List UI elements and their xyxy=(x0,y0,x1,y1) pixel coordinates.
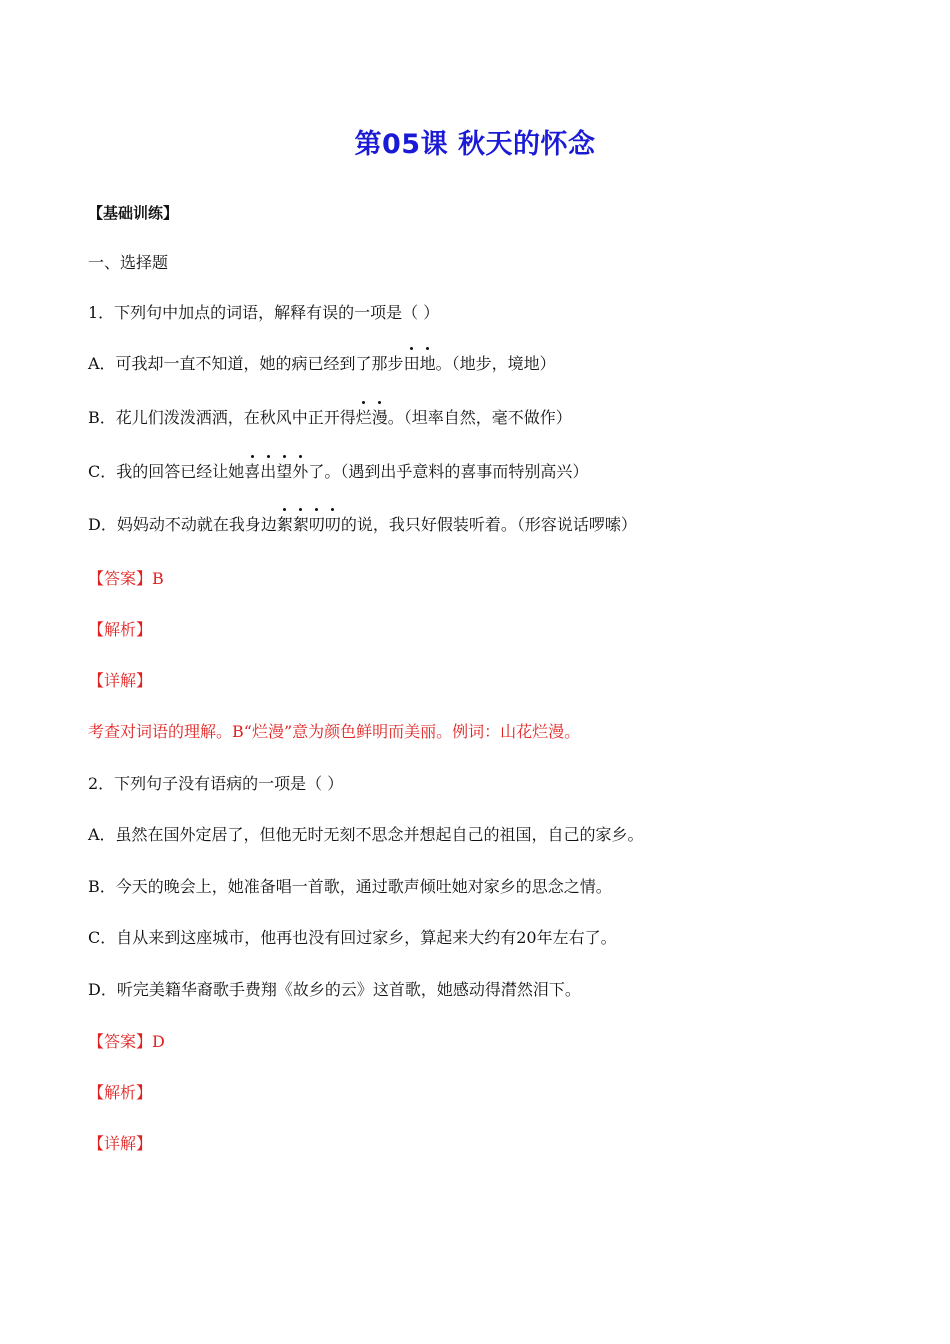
section-type: 一、选择题 xyxy=(88,253,169,272)
section-header: 【基础训练】 xyxy=(88,204,179,222)
q1-c-dotted xyxy=(244,462,308,481)
emphasis-dot-char: 田 xyxy=(403,354,420,373)
q1-d-post: 的说，我只好假装听着。（形容说话啰嗦） xyxy=(340,515,637,534)
emphasis-dot-char: 地 xyxy=(419,354,436,373)
q1-b-pre: B．花儿们泼泼洒洒，在秋风中正开得 xyxy=(88,408,356,427)
emphasis-dot-char: 絮 xyxy=(292,515,309,534)
q2-detail-label: 【详解】 xyxy=(88,1134,153,1153)
q1-d-pre: D．妈妈动不动就在我身边 xyxy=(88,515,277,534)
q1-d-dotted xyxy=(277,515,341,534)
q1-option-b xyxy=(88,408,572,428)
q1-a-post: 。（地步，境地） xyxy=(435,354,556,373)
q1-a-pre: A．可我却一直不知道，她的病已经到了那步 xyxy=(88,354,404,373)
emphasis-dot-char: 叨 xyxy=(324,515,341,534)
q1-a-dotted xyxy=(404,354,436,373)
q1-c-pre: C．我的回答已经让她 xyxy=(88,462,245,481)
q1-option-c xyxy=(88,462,588,482)
q2-option-b: B．今天的晚会上，她准备唱一首歌，通过歌声倾吐她对家乡的思念之情。 xyxy=(88,877,612,896)
emphasis-dot-char: 出 xyxy=(260,462,277,481)
q1-b-post: 。（坦率自然，毫不做作） xyxy=(387,408,572,427)
q2-analysis-label: 【解析】 xyxy=(88,1083,153,1102)
emphasis-dot-char: 叨 xyxy=(308,515,325,534)
q2-option-c: C．自从来到这座城市，他再也没有回过家乡，算起来大约有20年左右了。 xyxy=(88,928,617,947)
q2-answer: 【答案】D xyxy=(88,1032,165,1051)
q1-answer: 【答案】B xyxy=(88,569,164,588)
emphasis-dot-char: 喜 xyxy=(244,462,261,481)
emphasis-dot-char: 漫 xyxy=(371,408,388,427)
emphasis-dot-char: 外 xyxy=(292,462,309,481)
q1-stem: 1．下列句中加点的词语，解释有误的一项是（ ） xyxy=(88,303,440,322)
q2-option-a: A．虽然在国外定居了，但他无时无刻不思念并想起自己的祖国，自己的家乡。 xyxy=(88,825,644,844)
q1-c-post: 了。（遇到出乎意料的喜事而特别高兴） xyxy=(308,462,589,481)
q1-option-d xyxy=(88,515,637,535)
q2-stem: 2．下列句子没有语病的一项是（ ） xyxy=(88,774,344,793)
q1-analysis-label: 【解析】 xyxy=(88,620,153,639)
page-title: 第05课 秋天的怀念 xyxy=(354,129,596,160)
emphasis-dot-char: 絮 xyxy=(276,515,293,534)
emphasis-dot-char: 烂 xyxy=(355,408,372,427)
q1-explanation: 考查对词语的理解。B“烂漫”意为颜色鲜明而美丽。例词：山花烂漫。 xyxy=(88,722,581,741)
q1-option-a xyxy=(88,354,556,374)
q1-detail-label: 【详解】 xyxy=(88,671,153,690)
emphasis-dot-char: 望 xyxy=(276,462,293,481)
q1-b-dotted xyxy=(356,408,388,427)
q2-option-d: D．听完美籍华裔歌手费翔《故乡的云》这首歌，她感动得潸然泪下。 xyxy=(88,980,581,999)
